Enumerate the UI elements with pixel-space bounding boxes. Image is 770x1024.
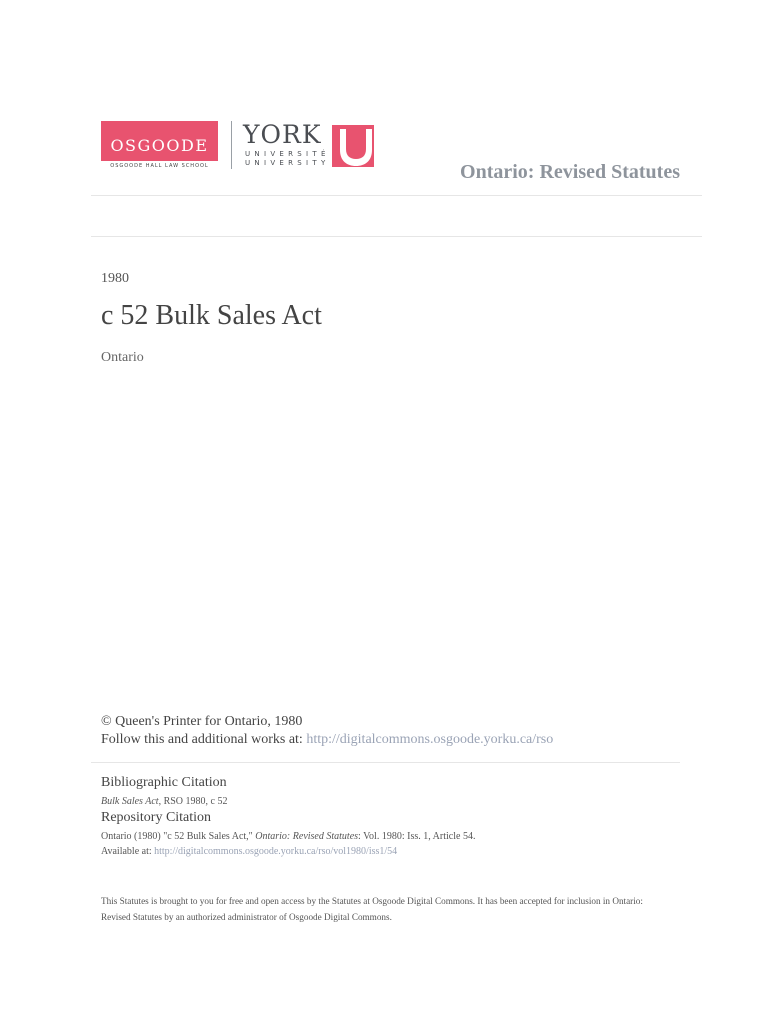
follow-line (101, 732, 553, 748)
bibliographic-citation-heading: Bibliographic Citation (101, 775, 227, 790)
available-label: Available at: (101, 846, 155, 857)
bibliographic-citation-text (101, 796, 227, 807)
bib-italic-title: Bulk Sales Act (101, 796, 159, 807)
series-title: Ontario: Revised Statutes (460, 161, 680, 183)
york-logo-word: YORK (243, 120, 322, 149)
footer-divider (91, 762, 680, 763)
available-at-line (101, 846, 397, 857)
copyright-line: © Queen's Printer for Ontario, 1980 (101, 714, 303, 729)
york-u-logo-icon (332, 125, 374, 167)
follow-label: Follow this and additional works at: (101, 732, 307, 747)
follow-link[interactable]: http://digitalcommons.osgoode.yorku.ca/rso (306, 732, 554, 747)
osgoode-logo-word: OSGOODE (110, 136, 209, 155)
repo-italic-series: Ontario: Revised Statutes (255, 831, 359, 842)
osgoode-logo-subtitle: OSGOODE HALL LAW SCHOOL (110, 163, 209, 169)
repository-citation-text (101, 831, 475, 842)
repository-citation-heading: Repository Citation (101, 810, 212, 825)
header-divider (91, 195, 702, 196)
access-notice: This Statutes is brought to you for free and open access by the Statutes at Osgoode Digital Commons. It has been accepted for inclusion in Ontario: Revised Statutes by an authorized administrator of Osgoode Digital Commons. (101, 896, 643, 922)
bib-rest: , RSO 1980, c 52 (158, 796, 228, 807)
york-logo-universite: UNIVERSITÉ (245, 150, 330, 158)
repo-rest: : Vol. 1980: Iss. 1, Article 54. (358, 831, 476, 842)
york-logo-university: UNIVERSITY (245, 159, 330, 167)
document-title: c 52 Bulk Sales Act (101, 300, 322, 331)
available-link[interactable]: http://digitalcommons.osgoode.yorku.ca/rso/vol1980/iss1/54 (154, 846, 398, 857)
document-year: 1980 (101, 271, 129, 286)
logo-divider (231, 121, 232, 169)
osgoode-logo (101, 121, 218, 161)
repo-prefix: Ontario (1980) "c 52 Bulk Sales Act," (101, 831, 256, 842)
document-author: Ontario (101, 350, 144, 365)
section-divider (91, 236, 702, 237)
